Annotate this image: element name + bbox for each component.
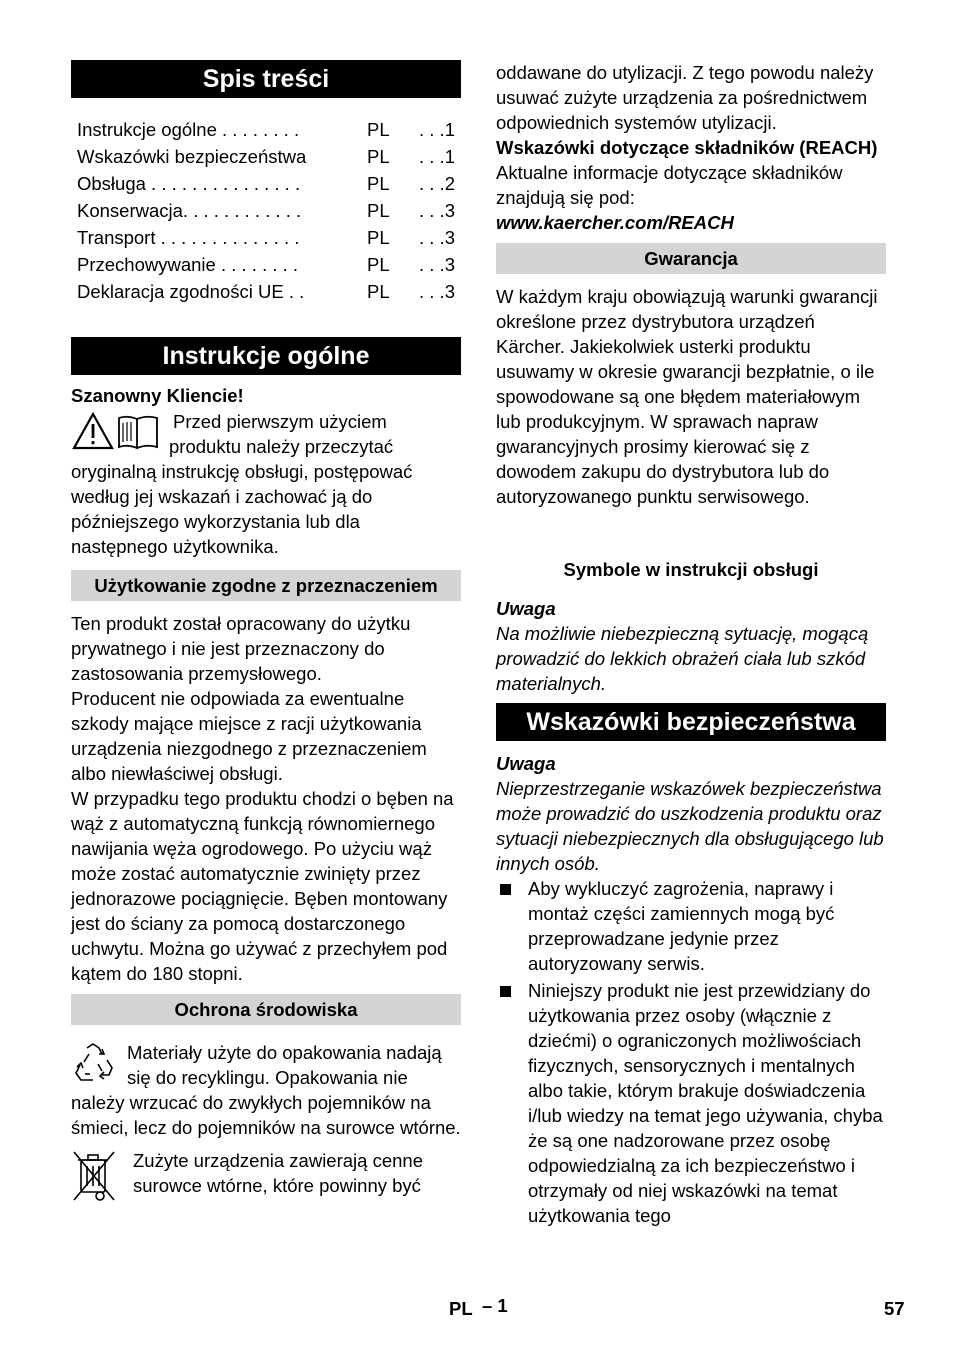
toc-entry-lang: PL: [367, 254, 390, 275]
safety-bullet-text: Niniejszy produkt nie jest przewidziany do użytkowania przez osoby (włącznie z dziećmi) o ograniczonych możliwościach fizycznych, sensorycznych i mentalnych albo takie, którym brakuje doświadczenia i/lub wiedzy na temat jego używania, chyba że są one nadzorowane przez osobę odpowiedzialną za ich bezpieczeństwo i otrzymały od niej wskazówki na temat użytkowania tego: [528, 980, 883, 1226]
footer-page-label: – 1: [482, 1295, 508, 1316]
intended-use-p3: W przypadku tego produktu chodzi o bęben na wąż z automatyczną funkcją równomiernego nawijania węża ogrodowego. Po użyciu wąż może zostać automatycznie zwinięty przez jednorazowe pociągnięcie. Bęben montowany jest do ściany za pomocą dostarczonego uchwytu. Można go używać z przechyłem pod kątem do 180 stopni.: [71, 788, 454, 984]
toc-entry-page: . . .3: [419, 200, 455, 221]
toc-entry-title: Instrukcje ogólne . . . . . . . .: [77, 119, 300, 140]
toc-row: [77, 197, 455, 224]
warranty-heading: Gwarancja: [496, 243, 886, 274]
disposal-paragraph: [71, 1148, 461, 1198]
environment-heading: Ochrona środowiska: [71, 994, 461, 1025]
crossed-bin-icon: [71, 1148, 119, 1204]
toc-entry-title: Transport . . . . . . . . . . . . . .: [77, 227, 300, 248]
toc-entry-page: . . .3: [419, 254, 455, 275]
left-column: [71, 60, 461, 1204]
general-intro: [71, 409, 461, 559]
toc-heading: Spis treści: [71, 60, 461, 98]
toc-entry-title: Konserwacja. . . . . . . . . . . .: [77, 200, 302, 221]
list-item: [496, 876, 886, 976]
recycling-paragraph: [71, 1040, 461, 1140]
recycling-icon: [71, 1042, 115, 1084]
toc-entry-lang: PL: [367, 146, 390, 167]
toc-entry-page: . . .1: [419, 119, 455, 140]
intended-use-heading: Użytkowanie zgodne z przeznaczeniem: [71, 570, 461, 601]
footer-page-number: 57: [884, 1298, 905, 1319]
symbols-note-text: Na możliwie niebezpieczną sytuację, mogącą prowadzić do lekkich obrażeń ciała lub szkód materialnych.: [496, 623, 869, 694]
toc-entry-title: Wskazówki bezpieczeństwa: [77, 146, 307, 167]
safety-list: [496, 876, 886, 1228]
bullet-square-icon: [500, 986, 511, 997]
warning-read-manual-icon: [71, 411, 163, 451]
toc-row: [77, 251, 455, 278]
toc-row: [77, 278, 455, 305]
toc-row: [77, 224, 455, 251]
symbols-note-label: Uwaga: [496, 598, 556, 619]
reach-url: www.kaercher.com/REACH: [496, 212, 734, 233]
toc-entry-lang: PL: [367, 119, 390, 140]
toc-entry-page: . . .2: [419, 173, 455, 194]
toc-entry-lang: PL: [367, 173, 390, 194]
general-heading: Instrukcje ogólne: [71, 337, 461, 375]
safety-heading: Wskazówki bezpieczeństwa: [496, 703, 886, 741]
reach-text: Aktualne informacje dotyczące składników znajdują się pod:: [496, 162, 843, 208]
reach-heading: Wskazówki dotyczące składników (REACH): [496, 137, 878, 158]
toc-entry-page: . . .3: [419, 227, 455, 248]
toc-entry-lang: PL: [367, 200, 390, 221]
safety-bullet-text: Aby wykluczyć zagrożenia, naprawy i montaż części zamiennych mogą być przeprowadzane jedynie przez autoryzowany serwis.: [528, 878, 835, 974]
toc-row: [77, 116, 455, 143]
toc-entry-lang: PL: [367, 227, 390, 248]
right-column: [496, 60, 886, 1228]
warranty-text: W każdym kraju obowiązują warunki gwarancji określone przez dystrybutora urządzeń Kärcher. Jakiekolwiek usterki produktu usuwamy w okresie gwarancji bezpłatnie, o ile spowodowane są one błędem materiałowym lub produkcyjnym. W sprawach napraw gwarancyjnych prosimy kierować się z dowodem zakupu do dystrybutora lub do autoryzowanego punktu serwisowego.: [496, 286, 878, 507]
toc-entry-title: Obsługa . . . . . . . . . . . . . . .: [77, 173, 301, 194]
intro-text: Przed pierwszym użyciem produktu należy przeczytać oryginalną instrukcję obsługi, postępować według jej wskazań i zachować ją do późniejszego wykorzystania lub dla następnego użytkownika.: [71, 411, 413, 557]
toc-entry-page: . . .3: [419, 281, 455, 302]
bullet-square-icon: [500, 884, 511, 895]
toc-entry-title: Przechowywanie . . . . . . . .: [77, 254, 299, 275]
recycling-text: Materiały użyte do opakowania nadają się do recyklingu. Opakowania nie należy wrzucać do zwykłych pojemników na śmieci, lecz do pojemników na surowce wtórne.: [71, 1042, 461, 1138]
list-item: [496, 978, 886, 1228]
toc-row: [77, 170, 455, 197]
symbols-heading: Symbole w instrukcji obsługi: [563, 559, 819, 580]
disposal-text-start: Zużyte urządzenia zawierają cenne surowce wtórne, które powinny być: [133, 1150, 423, 1196]
table-of-contents: [71, 116, 461, 305]
safety-note-label: Uwaga: [496, 753, 556, 774]
intended-use-p2: Producent nie odpowiada za ewentualne szkody mające miejsce z racji użytkowania urządzenia niezgodnego z przeznaczeniem albo niewłaściwej obsługi.: [71, 688, 427, 784]
toc-row: [77, 143, 455, 170]
toc-entry-title: Deklaracja zgodności UE . .: [77, 281, 305, 302]
footer-language: PL: [449, 1298, 473, 1319]
disposal-text-continued: oddawane do utylizacji. Z tego powodu należy usuwać zużyte urządzenia za pośrednictwem odpowiednich systemów utylizacji.: [496, 62, 874, 133]
toc-entry-lang: PL: [367, 281, 390, 302]
salutation: Szanowny Kliencie!: [71, 385, 244, 406]
safety-note-text: Nieprzestrzeganie wskazówek bezpieczeństwa może prowadzić do uszkodzenia produktu oraz sytuacji niebezpiecznych dla obsługującego lub innych osób.: [496, 778, 884, 874]
toc-entry-page: . . .1: [419, 146, 455, 167]
intended-use-p1: Ten produkt został opracowany do użytku prywatnego i nie jest przeznaczony do zastosowania przemysłowego.: [71, 613, 411, 684]
